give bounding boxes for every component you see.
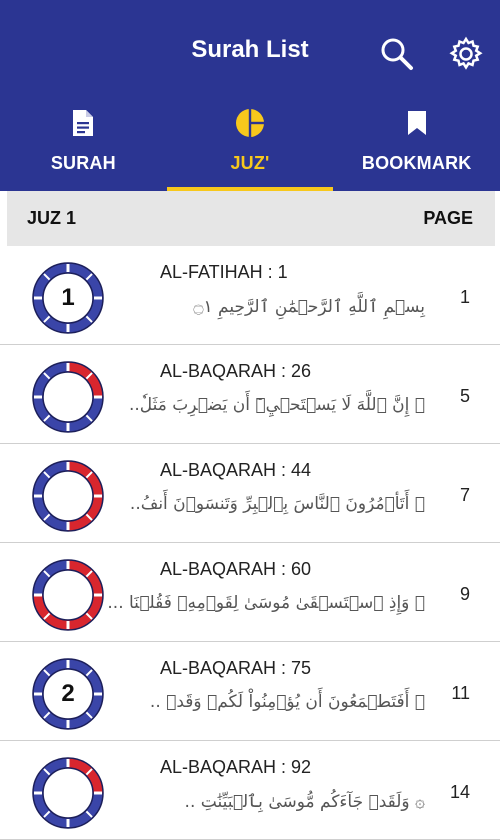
list-item[interactable] bbox=[0, 543, 500, 642]
quarter-ring-icon bbox=[31, 657, 105, 731]
search-button[interactable] bbox=[377, 34, 417, 74]
ayah-text: ۞ أَتَأۡمُرُونَ ٱلنَّاسَ بِٱلۡبِرِّ وَتَنسَوۡنَ أَنفُ.. bbox=[129, 494, 425, 514]
gear-icon bbox=[448, 36, 484, 72]
surah-ayah-label: AL-FATIHAH : 1 bbox=[160, 262, 288, 282]
page-number: 5 bbox=[459, 386, 470, 406]
list-item[interactable] bbox=[0, 345, 500, 444]
page-number: 11 bbox=[451, 683, 470, 703]
app-bar bbox=[0, 0, 500, 191]
bookmark-icon bbox=[407, 110, 427, 136]
ayah-text: ۞ أَفَتَطۡمَعُونَ أَن يُؤۡمِنُواْ لَكُمۡ وَقَدۡ .. bbox=[149, 692, 425, 712]
surah-ayah-label: AL-BAQARAH : 60 bbox=[160, 559, 312, 579]
page-title: Surah List bbox=[191, 36, 309, 63]
juz-header bbox=[7, 191, 495, 246]
ayah-text: بِسۡمِ ٱللَّهِ ٱلرَّحۡمَٰنِ ٱلرَّحِيمِ ۝١ bbox=[193, 297, 425, 317]
juz-number bbox=[31, 360, 105, 434]
page-number: 7 bbox=[459, 485, 470, 505]
juz-title: JUZ 1 bbox=[27, 208, 77, 228]
juz-number bbox=[31, 756, 105, 830]
list-item[interactable] bbox=[0, 444, 500, 543]
quarter-ring-icon bbox=[31, 261, 105, 335]
quarter-ring-icon bbox=[31, 756, 105, 830]
tab-juz[interactable] bbox=[167, 100, 334, 191]
quarter-ring-icon bbox=[31, 360, 105, 434]
surah-ayah-label: AL-BAQARAH : 44 bbox=[160, 460, 312, 480]
search-icon bbox=[379, 36, 415, 72]
juz-number bbox=[31, 459, 105, 533]
pie-chart-icon bbox=[235, 108, 265, 138]
surah-ayah-label: AL-BAQARAH : 75 bbox=[160, 658, 312, 678]
tab-surah[interactable] bbox=[0, 100, 167, 191]
surah-ayah-label: AL-BAQARAH : 26 bbox=[160, 361, 312, 381]
tab-juz-label: JUZ' bbox=[230, 153, 270, 173]
page-number: 9 bbox=[459, 584, 470, 604]
surah-ayah-label: AL-BAQARAH : 92 bbox=[160, 757, 312, 777]
tab-bookmark[interactable] bbox=[333, 100, 500, 191]
tab-bookmark-label: BOOKMARK bbox=[361, 153, 472, 173]
ayah-text: ۞ وَلَقَدۡ جَآءَكُم مُّوسَىٰ بِٱلۡبَيِّنَٰتِ .. bbox=[184, 792, 425, 812]
list-item[interactable] bbox=[0, 642, 500, 741]
page-column-label: PAGE bbox=[423, 208, 473, 228]
document-icon bbox=[72, 109, 94, 137]
ayah-text: ۞ إِنَّ ٱللَّهَ لَا يَسۡتَحۡيِۦٓ أَن يَضۡرِبَ مَثَلٗ.. bbox=[128, 395, 425, 415]
tab-surah-label: SURAH bbox=[50, 153, 116, 173]
page-number: 1 bbox=[459, 287, 470, 307]
list-item[interactable] bbox=[0, 246, 500, 345]
tab-bar bbox=[0, 100, 500, 191]
list-item[interactable] bbox=[0, 741, 500, 840]
juz-number: 2 bbox=[61, 680, 75, 707]
ayah-text: ۞ وَإِذِ ٱسۡتَسۡقَىٰ مُوسَىٰ لِقَوۡمِهِۦ فَقُلۡنَا ... bbox=[107, 593, 425, 613]
juz-list bbox=[0, 246, 500, 813]
page-number: 14 bbox=[449, 782, 470, 802]
settings-button[interactable] bbox=[446, 34, 486, 74]
quarter-ring-icon bbox=[31, 459, 105, 533]
juz-number bbox=[31, 558, 105, 632]
quarter-ring-icon bbox=[31, 558, 105, 632]
juz-number: 1 bbox=[61, 284, 75, 311]
